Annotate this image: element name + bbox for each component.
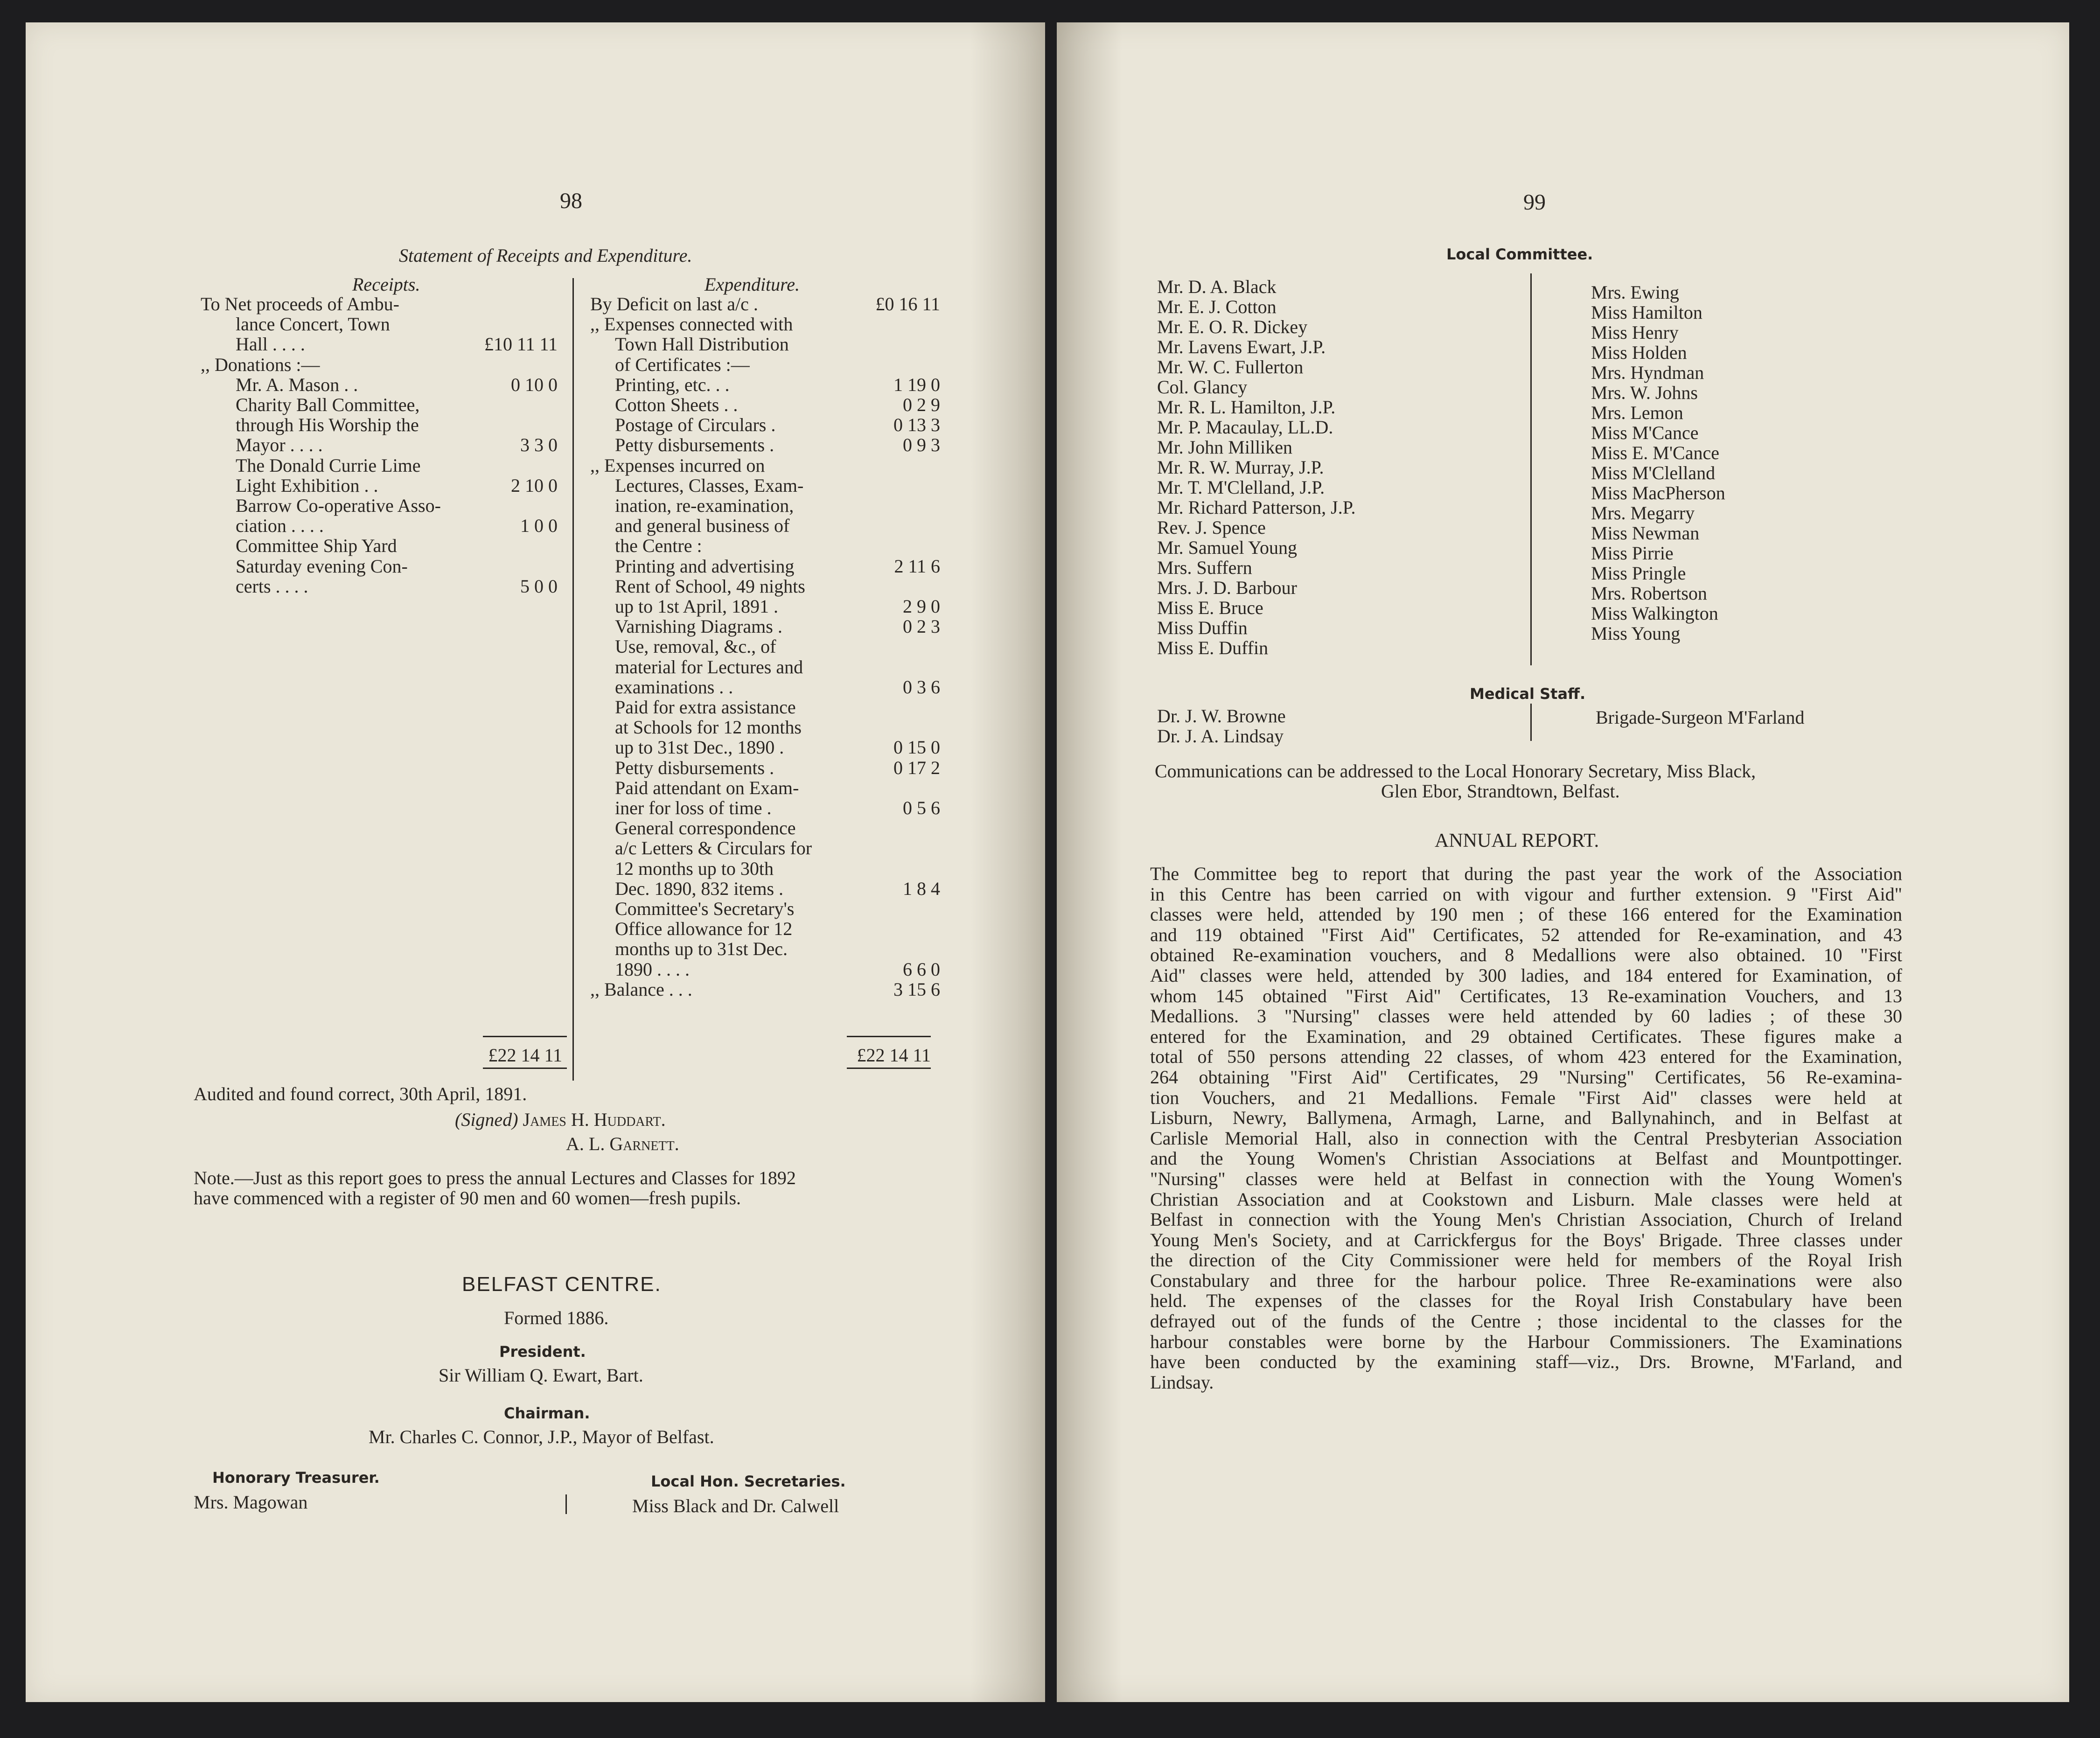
officers-divider	[565, 1494, 567, 1514]
committee-left-name: Miss E. Duffin	[1157, 637, 1269, 658]
committee-left-name: Mr. Samuel Young	[1157, 537, 1298, 558]
receipt-line: through His Worship the	[236, 414, 419, 436]
receipt-line: Hall . . . .	[236, 334, 305, 355]
committee-left-name: Mr. W. C. Fullerton	[1157, 356, 1304, 377]
expenditure-line: General correspondence	[615, 817, 796, 839]
committee-right-name: Miss Newman	[1591, 523, 1700, 544]
expenditure-amount: 0 17 2	[893, 757, 940, 778]
expenditure-amount: 6 6 0	[903, 958, 940, 980]
committee-left-name: Mr. D. A. Black	[1157, 276, 1277, 297]
expenditure-line: examinations . .	[615, 676, 733, 698]
annual-report-line: total of 550 persons attending 22 classes, of whom 423 entered for the Examination,	[1150, 1046, 1902, 1068]
expenditure-line: Committee's Secretary's	[615, 898, 795, 919]
annual-report-line: Aid" classes were held, attended by 300 ladies, and 184 entered for Examination, of	[1150, 964, 1902, 986]
expenditure-line: Use, removal, &c., of	[615, 636, 776, 657]
annual-report-line: Christian Association and at Cookstown and Lisburn. Male classes were held at	[1150, 1188, 1902, 1210]
receipts-total-underline	[483, 1068, 567, 1069]
receipt-line: lance Concert, Town	[236, 314, 390, 335]
committee-left-name: Miss Duffin	[1157, 617, 1248, 638]
committee-left-name: Col. Glancy	[1157, 377, 1248, 398]
chairman-name: Mr. Charles C. Connor, J.P., Mayor of Belfast.	[369, 1426, 714, 1447]
signed-label: (Signed)	[455, 1109, 518, 1130]
expenditure-amount: 0 15 0	[893, 737, 940, 758]
committee-left-name: Mr. T. M'Clelland, J.P.	[1157, 477, 1325, 498]
receipt-line: Mayor . . . .	[236, 434, 323, 456]
annual-report-line: in this Centre has been carried on with vigour and further extension. 9 "First Aid"	[1150, 883, 1902, 905]
committee-divider	[1530, 273, 1532, 665]
belfast-centre-heading: BELFAST CENTRE.	[462, 1273, 662, 1296]
committee-left-name: Mr. Lavens Ewart, J.P.	[1157, 336, 1326, 357]
receipt-amount: £10 11 11	[484, 334, 558, 355]
receipt-amount: 1 0 0	[520, 515, 558, 537]
communications-line-1: Communications can be addressed to the Local Honorary Secretary, Miss Black,	[1155, 761, 1756, 782]
expenditure-line: Dec. 1890, 832 items .	[615, 878, 784, 899]
expenditure-line: Paid for extra assistance	[615, 697, 796, 718]
committee-left-name: Mrs. Suffern	[1157, 557, 1252, 578]
signer-huddart: James H. Huddart.	[523, 1109, 666, 1130]
receipt-amount: 5 0 0	[520, 575, 558, 597]
annual-report-line: Lindsay.	[1150, 1371, 1214, 1393]
president-name: Sir William Q. Ewart, Bart.	[439, 1365, 643, 1386]
expenditure-line: up to 1st April, 1891 .	[615, 596, 779, 617]
note-line-2: have commenced with a register of 90 men and 60 women—fresh pupils.	[194, 1187, 741, 1208]
annual-report-line: have been conducted by the examining staff—viz., Drs. Browne, M'Farland, and	[1150, 1351, 1902, 1373]
expenditure-line: ination, re-examination,	[615, 495, 794, 516]
medical-staff-name: Dr. J. W. Browne	[1157, 705, 1286, 726]
expenditure-amount: 0 2 9	[903, 394, 940, 415]
committee-right-name: Mrs. Ewing	[1591, 282, 1679, 303]
annual-report-line: Lisburn, Newry, Ballymena, Armagh, Larne, and Ballynahinch, and in Belfast at	[1150, 1107, 1902, 1129]
receipt-amount: 3 3 0	[520, 434, 558, 456]
left-page	[26, 22, 1045, 1702]
medical-right-name: Brigade-Surgeon M'Farland	[1596, 707, 1805, 728]
receipt-line: ciation . . . .	[236, 515, 324, 537]
expenditure-line: Rent of School, 49 nights	[615, 575, 805, 597]
committee-left-name: Mr. E. J. Cotton	[1157, 296, 1277, 317]
expenditure-amount: 0 5 6	[903, 797, 940, 818]
committee-right-name: Miss Pringle	[1591, 563, 1686, 584]
medical-divider	[1530, 704, 1532, 741]
annual-report-body	[1150, 864, 1902, 1392]
annual-report-line: obtained Re-examination vouchers, and 8 Medallions were also obtained. 10 "First	[1150, 944, 1902, 966]
committee-left-name: Miss E. Bruce	[1157, 597, 1263, 618]
committee-right-name: Mrs. Megarry	[1591, 503, 1695, 523]
receipt-line: Barrow Co-operative Asso-	[236, 495, 441, 516]
expenditure-line: Cotton Sheets . .	[615, 394, 738, 415]
committee-right-name: Miss M'Clelland	[1591, 462, 1716, 483]
expenditure-line: Petty disbursements .	[615, 434, 774, 456]
committee-left-name: Rev. J. Spence	[1157, 517, 1266, 538]
expenditure-total-underline	[847, 1068, 931, 1069]
statement-title: Statement of Receipts and Expenditure.	[399, 245, 692, 266]
committee-right-name: Miss Pirrie	[1591, 543, 1674, 564]
expenditure-line: Paid attendant on Exam-	[615, 777, 799, 798]
receipt-line: Charity Ball Committee,	[236, 394, 420, 415]
expenditure-amount: 0 13 3	[893, 414, 940, 436]
medical-staff-label: Medical Staff.	[1470, 685, 1586, 703]
left-gutter-shadow	[970, 22, 1045, 1702]
expenditure-line: of Certificates :—	[615, 354, 750, 375]
chairman-label: Chairman.	[504, 1404, 590, 1422]
column-divider	[572, 278, 574, 1081]
annual-report-title: ANNUAL REPORT.	[1435, 830, 1599, 852]
annual-report-line: "Nursing" classes were held at Belfast in connection with the Young Women's	[1150, 1168, 1902, 1189]
annual-report-line: 264 obtaining "First Aid" Certificates, 29 "Nursing" Certificates, 56 Re-examina-	[1150, 1066, 1902, 1088]
annual-report-line: and 119 obtained "First Aid" Certificates, 52 attended for Re-examination, and 43	[1150, 924, 1902, 945]
committee-right-name: Mrs. Hyndman	[1591, 362, 1704, 383]
committee-right-name: Miss M'Cance	[1591, 422, 1699, 443]
annual-report-line: the direction of the City Commissioner were held for members of the Royal Irish	[1150, 1249, 1902, 1271]
expenditure-line: iner for loss of time .	[615, 797, 772, 818]
expenditure-line: 12 months up to 30th	[615, 858, 774, 879]
audited-line: Audited and found correct, 30th April, 1891.	[194, 1083, 527, 1104]
treasurer-label: Honorary Treasurer.	[212, 1469, 380, 1487]
expenditure-line: up to 31st Dec., 1890 .	[615, 737, 784, 758]
receipt-line: certs . . . .	[236, 575, 308, 597]
expenditure-line: ,, Expenses incurred on	[590, 454, 765, 476]
annual-report-line: defrayed out of the funds of the Centre ; those incidental to the classes for the	[1150, 1311, 1902, 1332]
committee-right-name: Miss Hamilton	[1591, 302, 1702, 323]
annual-report-line: Carlisle Memorial Hall, also in connection with the Central Presbyterian Association	[1150, 1127, 1902, 1149]
page-number-left: 98	[560, 188, 582, 213]
expenditure-line: Office allowance for 12	[615, 918, 793, 940]
annual-report-line: harbour constables were borne by the Harbour Commissioners. The Examinations	[1150, 1331, 1902, 1352]
expenditure-amount: 2 9 0	[903, 596, 940, 617]
annual-report-line: held. The expenses of the classes for the Royal Irish Constabulary have been	[1150, 1290, 1902, 1312]
committee-right-name: Miss Henry	[1591, 322, 1679, 343]
committee-right-name: Mrs. W. Johns	[1591, 382, 1698, 403]
committee-left-name: Mr. R. L. Hamilton, J.P.	[1157, 397, 1336, 418]
receipts-total-rule	[483, 1036, 567, 1037]
committee-left-name: Mrs. J. D. Barbour	[1157, 577, 1297, 598]
expenditure-line: a/c Letters & Circulars for	[615, 838, 812, 859]
expenditure-amount: 3 15 6	[893, 978, 940, 1000]
expenditure-line: at Schools for 12 months	[615, 717, 802, 738]
page-number-right: 99	[1523, 190, 1546, 215]
receipt-line: Saturday evening Con-	[236, 555, 408, 577]
committee-right-name: Miss Holden	[1591, 342, 1687, 363]
expenditure-line: months up to 31st Dec.	[615, 938, 788, 960]
local-committee-label: Local Committee.	[1446, 245, 1593, 263]
expenditure-line: Varnishing Diagrams .	[615, 616, 782, 637]
expenditure-line: ,, Balance . . .	[590, 978, 692, 1000]
communications-line-2: Glen Ebor, Strandtown, Belfast.	[1381, 781, 1620, 802]
expenditure-line: Postage of Circulars .	[615, 414, 776, 436]
committee-right-name: Miss E. M'Cance	[1591, 442, 1719, 463]
expenditure-amount: 0 2 3	[903, 616, 940, 637]
annual-report-line: and the Young Women's Christian Associations at Belfast and Mountpottinger.	[1150, 1148, 1902, 1169]
expenditure-amount: 1 19 0	[893, 374, 940, 395]
annual-report-line: whom 145 obtained "First Aid" Certificates, 13 Re-examination Vouchers, and 13	[1150, 985, 1902, 1006]
expenditure-amount: 0 9 3	[903, 434, 940, 456]
annual-report-line: Belfast in connection with the Young Men's Christian Association, Church of Ireland	[1150, 1209, 1902, 1230]
expenditure-amount: 2 11 6	[894, 555, 940, 577]
annual-report-line: The Committee beg to report that during the past year the work of the Association	[1150, 863, 1902, 884]
right-gutter-shadow	[1057, 22, 1122, 1702]
receipt-line: Committee Ship Yard	[236, 535, 397, 557]
secretaries-names: Miss Black and Dr. Calwell	[632, 1495, 839, 1516]
expenditure-total-rule	[847, 1036, 931, 1037]
expenditure-line: Lectures, Classes, Exam-	[615, 475, 804, 496]
expenditure-amount: £0 16 11	[875, 293, 940, 314]
committee-left-name: Mr. R. W. Murray, J.P.	[1157, 457, 1324, 478]
expenditure-total: £22 14 11	[857, 1045, 931, 1066]
receipt-line: To Net proceeds of Ambu-	[201, 293, 399, 314]
expenditure-header: Expenditure.	[705, 274, 800, 295]
annual-report-line: Young Men's Society, and at Carrickfergus for the Boys' Brigade. Three classes under	[1150, 1229, 1902, 1250]
committee-left-name: Mr. John Milliken	[1157, 437, 1293, 458]
expenditure-line: By Deficit on last a/c .	[590, 293, 758, 314]
receipt-line: Mr. A. Mason . .	[236, 374, 358, 395]
committee-right-name: Mrs. Lemon	[1591, 402, 1683, 423]
receipts-header: Receipts.	[352, 274, 420, 295]
expenditure-line: ,, Expenses connected with	[590, 314, 793, 335]
receipt-line: Light Exhibition . .	[236, 475, 378, 496]
receipt-line: ,, Donations :—	[201, 354, 320, 375]
expenditure-line: the Centre :	[615, 535, 702, 557]
right-page	[1057, 22, 2069, 1702]
expenditure-line: Printing and advertising	[615, 555, 795, 577]
medical-staff-name: Dr. J. A. Lindsay	[1157, 726, 1284, 747]
signer-garnett: A. L. Garnett.	[566, 1133, 679, 1154]
committee-right-name: Mrs. Robertson	[1591, 583, 1707, 604]
receipts-total: £22 14 11	[488, 1045, 562, 1066]
committee-left-name: Mr. Richard Patterson, J.P.	[1157, 497, 1356, 518]
receipt-amount: 0 10 0	[511, 374, 558, 395]
receipt-amount: 2 10 0	[511, 475, 558, 496]
secretaries-label: Local Hon. Secretaries.	[651, 1473, 846, 1490]
annual-report-line: entered for the Examination, and 29 obtained Certificates. These figures make a	[1150, 1026, 1902, 1047]
expenditure-amount: 1 8 4	[903, 878, 940, 899]
president-label: President.	[499, 1343, 586, 1361]
expenditure-line: Town Hall Distribution	[615, 334, 789, 355]
annual-report-line: tion Vouchers, and 21 Medallions. Female "First Aid" classes were held at	[1150, 1087, 1902, 1108]
committee-right-name: Miss Young	[1591, 623, 1681, 644]
expenditure-line: Petty disbursements .	[615, 757, 774, 778]
committee-left-name: Mr. P. Macaulay, LL.D.	[1157, 417, 1333, 438]
expenditure-line: material for Lectures and	[615, 656, 803, 677]
annual-report-line: Constabulary and three for the harbour police. Three Re-examinations were also	[1150, 1270, 1902, 1291]
annual-report-line: Medallions. 3 "Nursing" classes were held attended by 60 ladies ; of these 30	[1150, 1005, 1902, 1027]
expenditure-line: 1890 . . . .	[615, 958, 690, 980]
committee-left-name: Mr. E. O. R. Dickey	[1157, 316, 1308, 337]
expenditure-line: and general business of	[615, 515, 790, 537]
expenditure-line: Printing, etc. . .	[615, 374, 730, 395]
note-line-1: Note.—Just as this report goes to press the annual Lectures and Classes for 1892	[194, 1167, 796, 1188]
annual-report-line: classes were held, attended by 190 men ; of these 166 entered for the Examination	[1150, 904, 1902, 925]
treasurer-name: Mrs. Magowan	[194, 1492, 308, 1513]
committee-right-name: Miss MacPherson	[1591, 482, 1725, 503]
committee-right-name: Miss Walkington	[1591, 603, 1718, 624]
receipt-line: The Donald Currie Lime	[236, 454, 421, 476]
formed-year: Formed 1886.	[504, 1307, 609, 1328]
expenditure-amount: 0 3 6	[903, 676, 940, 698]
